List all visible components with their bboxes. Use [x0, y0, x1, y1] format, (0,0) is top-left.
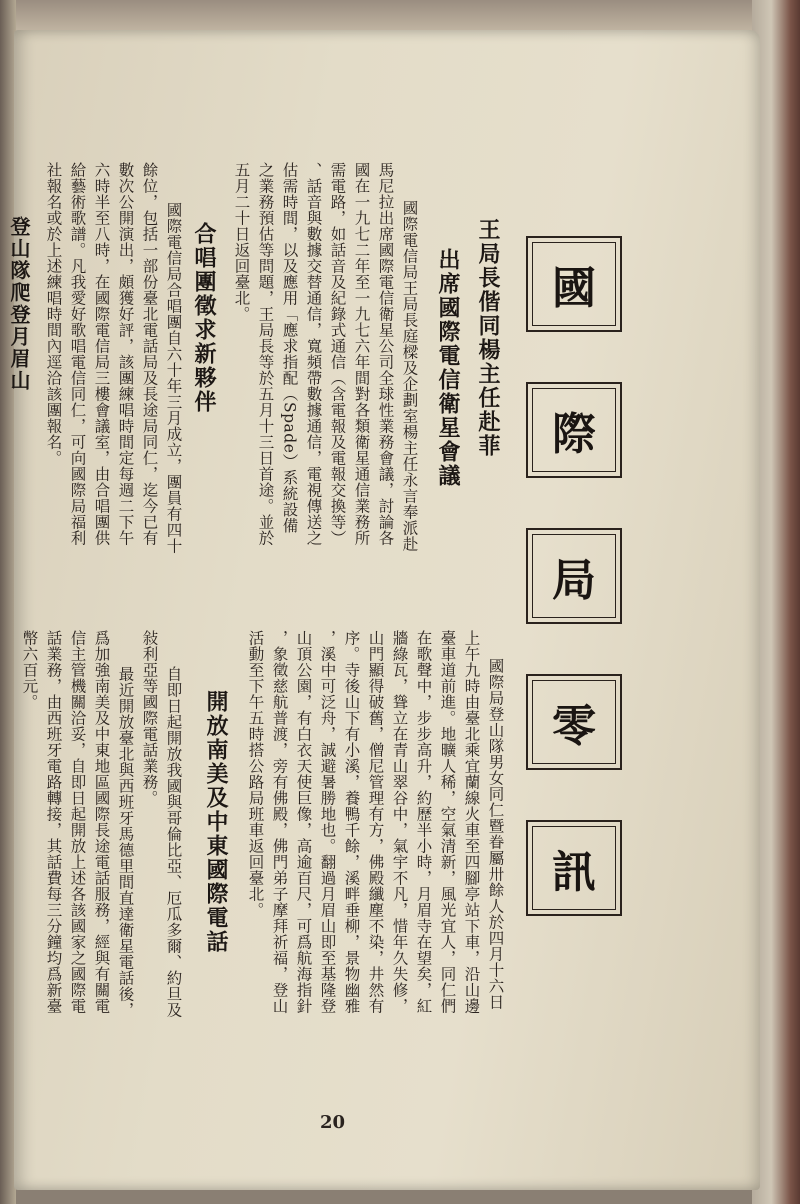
article2-body-col: 餘位，包括一部份臺北電話局及長途局同仁，迄今已有	[140, 162, 159, 546]
article3-body-col: 山頂公園，有白衣天使巨像，高逾百尺，可爲航海指針	[294, 630, 313, 1014]
article3-body-col: 上午九時由臺北乘宜蘭線火車至四腳亭站下車，沿山邊	[462, 630, 481, 1014]
article3-body-col: ，溪中可泛舟，誠避暑勝地也。翻過月眉山即至基隆登	[318, 630, 337, 1014]
header-box-2	[526, 382, 622, 478]
article3-body-col: 序。寺後山下有小溪，養鴨千餘，溪畔垂柳，景物幽雅	[342, 630, 361, 1014]
article1-body-col: 馬尼拉出席國際電信衛星公司全球性業務會議，討論各	[376, 162, 395, 546]
header-box-4	[526, 674, 622, 770]
article2-title: 合唱團徵求新夥伴	[191, 222, 216, 414]
book-page	[7, 30, 760, 1190]
header-box-1	[526, 236, 622, 332]
article4-body-col: 敍利亞等國際電話業務。	[140, 630, 159, 806]
header-char: 局	[552, 555, 596, 606]
article3-body-col: ，象徵慈航普渡，旁有佛殿，佛門弟子摩拜祈福，登山	[270, 630, 289, 1014]
header-char: 國	[552, 263, 596, 314]
article2-body-col: 國際電信局合唱團自六十年三月成立，團員有四十	[164, 202, 183, 554]
article1-body-col: 估需時間，以及應用「應求指配（Spade）系統設備	[280, 162, 299, 534]
header-box-5	[526, 820, 622, 916]
article2-body-col: 數次公開演出，頗獲好評，該團練唱時間定每週二下午	[116, 162, 135, 546]
article1-body-col: 需電路，如話音及紀錄式通信（含電報及電報交換等）	[328, 162, 347, 546]
header-char: 零	[552, 701, 596, 752]
page-number: 20	[320, 1112, 346, 1133]
article4-body-col: 自即日起開放我國與哥倫比亞、厄瓜多爾、約旦及	[164, 666, 183, 1018]
article4-body-col: 最近開放臺北與西班牙馬德里間直達衛星電話後，	[116, 666, 135, 1018]
article4-body-col: 爲加強南美及中東地區國際長途電話服務，經與有關電	[92, 630, 111, 1014]
article1-title-line2: 出席國際電信衛星會議	[435, 248, 460, 488]
article4-body-col: 信主管機關洽妥，自即日起開放上述各該國家之國際電	[68, 630, 87, 1014]
article2-body-col: 六時半至八時，在國際電信局三樓會議室，由合唱團供	[92, 162, 111, 546]
article1-body-col: 五月二十日返回臺北。	[232, 162, 251, 322]
article2-body-col: 給藝術歌譜。凡我愛好歌唱電信同仁，可向國際局福利	[68, 162, 87, 546]
article1-body-col: 國際電信局王局長庭樑及企劃室楊主任永言奉派赴	[400, 200, 419, 552]
header-box-3	[526, 528, 622, 624]
header-char: 際	[552, 409, 596, 460]
article1-body-col: 之業務預估等問題，王局長等於五月十三日首途。並於	[256, 162, 275, 546]
article4-body-col: 話業務，由西班牙電路轉接，其話費每三分鐘均爲新臺	[44, 630, 63, 1014]
article3-body-col: 活動至下午五時搭公路局班車返回臺北。	[246, 630, 265, 918]
article3-body-col: 山門顯得破舊，僧尼管理有方，佛殿纖塵不染，井然有	[366, 630, 385, 1014]
article2-body-col: 社報名或於上述練唱時間內逕洽該團報名。	[44, 162, 63, 466]
article3-body-col: 在歌聲中，步步高升，約歷半小時，月眉寺在望矣，紅	[414, 630, 433, 1014]
article1-title-line1: 王局長偕同楊主任赴菲	[475, 218, 500, 458]
article4-title: 開放南美及中東國際電話	[203, 690, 228, 954]
article3-body-col: 牆綠瓦，聳立在青山翠谷中，氣宇不凡，惜年久失修，	[390, 630, 409, 1014]
article4-body-col: 幣六百元。	[20, 630, 39, 710]
article1-body-col: 國在一九七二年至一九七六年間對各類衛星通信業務所	[352, 162, 371, 546]
article3-body-col: 臺車道前進。地曠人稀，空氣清新，風光宜人，同仁們	[438, 630, 457, 1014]
article3-body-col: 國際局登山隊男女同仁暨眷屬卅餘人於四月十六日	[486, 658, 505, 1010]
article3-title: 登山隊爬登月眉山	[7, 216, 31, 392]
header-char: 訊	[552, 847, 596, 898]
article1-body-col: 、話音與數據交替通信，寬頻帶數據通信，電視傳送之	[304, 162, 323, 546]
